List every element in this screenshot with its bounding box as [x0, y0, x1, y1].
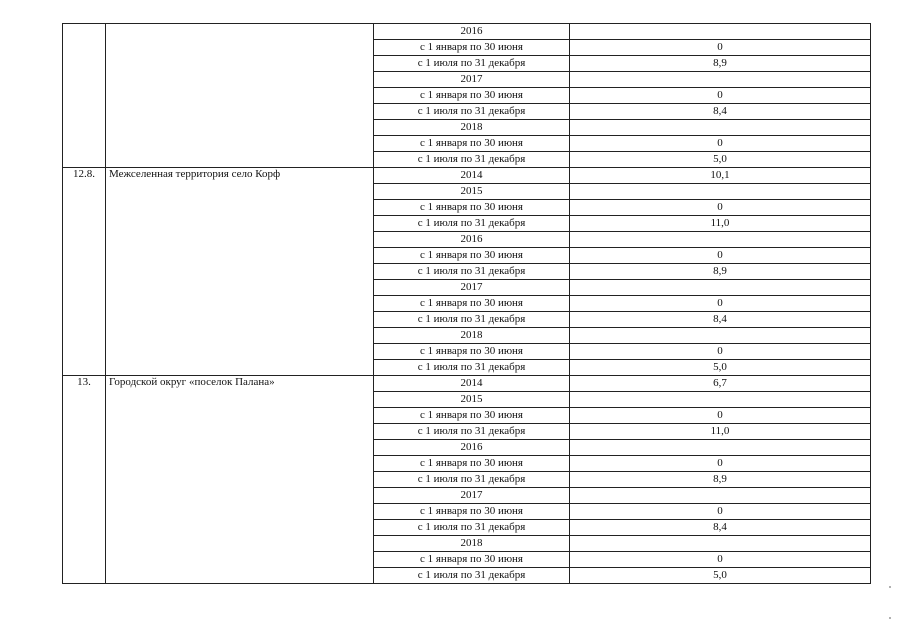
value-cell: 0: [570, 40, 871, 56]
period-cell: с 1 июля по 31 декабря: [374, 424, 570, 440]
period-cell: с 1 января по 30 июня: [374, 456, 570, 472]
period-cell: с 1 июля по 31 декабря: [374, 152, 570, 168]
period-cell: с 1 июля по 31 декабря: [374, 104, 570, 120]
period-cell: с 1 июля по 31 декабря: [374, 472, 570, 488]
scan-speck: [889, 617, 891, 619]
value-cell: [570, 488, 871, 504]
value-cell: 0: [570, 344, 871, 360]
row-number-cell: [63, 24, 106, 168]
period-cell: с 1 января по 30 июня: [374, 248, 570, 264]
tariff-table: [62, 23, 871, 584]
value-cell: 6,7: [570, 376, 871, 392]
value-cell: [570, 24, 871, 40]
value-cell: [570, 280, 871, 296]
period-cell: 2018: [374, 536, 570, 552]
value-cell: 0: [570, 248, 871, 264]
period-cell: с 1 января по 30 июня: [374, 552, 570, 568]
value-cell: [570, 72, 871, 88]
period-cell: 2017: [374, 72, 570, 88]
value-cell: 11,0: [570, 216, 871, 232]
value-cell: 8,9: [570, 472, 871, 488]
value-cell: [570, 232, 871, 248]
period-cell: с 1 января по 30 июня: [374, 296, 570, 312]
value-cell: 0: [570, 136, 871, 152]
value-cell: 0: [570, 504, 871, 520]
value-cell: 8,9: [570, 264, 871, 280]
period-cell: с 1 июля по 31 декабря: [374, 56, 570, 72]
value-cell: 8,4: [570, 312, 871, 328]
period-cell: 2015: [374, 184, 570, 200]
period-cell: с 1 января по 30 июня: [374, 344, 570, 360]
period-cell: 2016: [374, 24, 570, 40]
period-cell: с 1 января по 30 июня: [374, 504, 570, 520]
table-row: [63, 376, 871, 392]
period-cell: с 1 июля по 31 декабря: [374, 520, 570, 536]
value-cell: 8,4: [570, 520, 871, 536]
value-cell: 8,4: [570, 104, 871, 120]
period-cell: 2014: [374, 168, 570, 184]
value-cell: [570, 184, 871, 200]
table-row: [63, 168, 871, 184]
row-number-cell: 12.8.: [63, 168, 106, 376]
value-cell: 0: [570, 408, 871, 424]
period-cell: с 1 января по 30 июня: [374, 88, 570, 104]
value-cell: [570, 328, 871, 344]
row-number-cell: 13.: [63, 376, 106, 584]
period-cell: 2017: [374, 280, 570, 296]
value-cell: 8,9: [570, 56, 871, 72]
value-cell: 5,0: [570, 360, 871, 376]
value-cell: 0: [570, 200, 871, 216]
period-cell: с 1 января по 30 июня: [374, 40, 570, 56]
period-cell: с 1 января по 30 июня: [374, 200, 570, 216]
period-cell: 2016: [374, 232, 570, 248]
period-cell: с 1 июля по 31 декабря: [374, 264, 570, 280]
value-cell: [570, 120, 871, 136]
value-cell: 11,0: [570, 424, 871, 440]
period-cell: 2014: [374, 376, 570, 392]
territory-name-cell: Городской округ «поселок Палана»: [106, 376, 374, 584]
period-cell: с 1 января по 30 июня: [374, 408, 570, 424]
value-cell: [570, 440, 871, 456]
period-cell: с 1 января по 30 июня: [374, 136, 570, 152]
value-cell: [570, 392, 871, 408]
value-cell: [570, 536, 871, 552]
period-cell: с 1 июля по 31 декабря: [374, 568, 570, 584]
period-cell: с 1 июля по 31 декабря: [374, 312, 570, 328]
scan-speck: [889, 586, 891, 588]
value-cell: 0: [570, 456, 871, 472]
tariff-table-body: [63, 24, 871, 584]
period-cell: 2018: [374, 328, 570, 344]
value-cell: 5,0: [570, 568, 871, 584]
period-cell: с 1 июля по 31 декабря: [374, 216, 570, 232]
period-cell: 2017: [374, 488, 570, 504]
territory-name-cell: Межселенная территория село Корф: [106, 168, 374, 376]
value-cell: 5,0: [570, 152, 871, 168]
period-cell: 2018: [374, 120, 570, 136]
value-cell: 0: [570, 296, 871, 312]
value-cell: 10,1: [570, 168, 871, 184]
period-cell: с 1 июля по 31 декабря: [374, 360, 570, 376]
period-cell: 2016: [374, 440, 570, 456]
territory-name-cell: [106, 24, 374, 168]
value-cell: 0: [570, 552, 871, 568]
period-cell: 2015: [374, 392, 570, 408]
table-row: [63, 24, 871, 40]
value-cell: 0: [570, 88, 871, 104]
